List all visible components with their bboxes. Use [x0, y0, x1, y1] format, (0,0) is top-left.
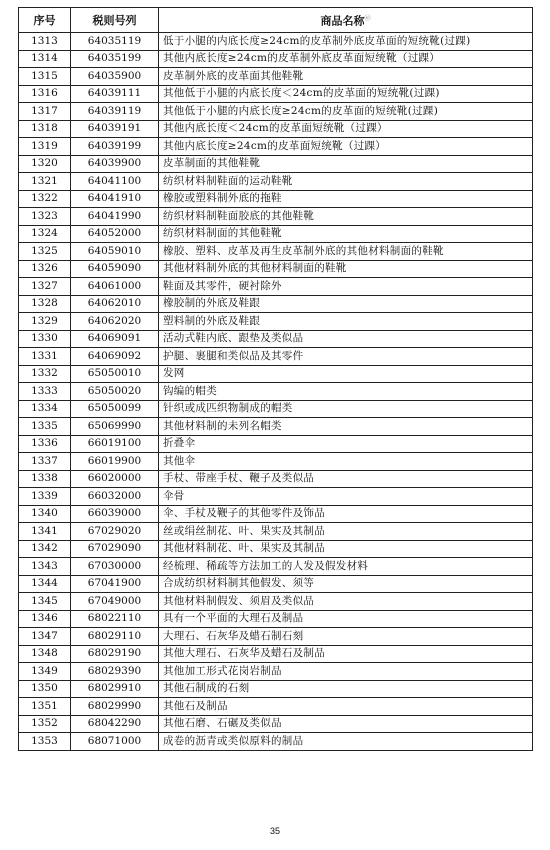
row-tariff-code: 68029910: [71, 680, 159, 698]
table-row: [19, 470, 533, 488]
row-seq: 1331: [19, 348, 71, 366]
row-product-name: 其他内底长度＜24cm的皮革面短统靴（过踝）: [159, 120, 533, 138]
table-row: [19, 85, 533, 103]
row-product-name: 护腿、裹腿和类似品及其零件: [159, 348, 533, 366]
row-product-name: 纺织材料制鞋面的运动鞋靴: [159, 173, 533, 191]
table-row: [19, 173, 533, 191]
row-seq: 1344: [19, 575, 71, 593]
row-tariff-code: 64039199: [71, 138, 159, 156]
row-seq: 1350: [19, 680, 71, 698]
row-product-name: 纺织材料制鞋面胶底的其他鞋靴: [159, 208, 533, 226]
row-seq: 1338: [19, 470, 71, 488]
row-tariff-code: 68042290: [71, 715, 159, 733]
row-seq: 1313: [19, 33, 71, 51]
row-tariff-code: 64059090: [71, 260, 159, 278]
table-row: [19, 208, 533, 226]
row-seq: 1343: [19, 558, 71, 576]
table-row: [19, 295, 533, 313]
row-product-name: 橡胶或塑料制外底的拖鞋: [159, 190, 533, 208]
row-product-name: 其他伞: [159, 453, 533, 471]
row-tariff-code: 68022110: [71, 610, 159, 628]
row-product-name: 发网: [159, 365, 533, 383]
row-tariff-code: 64035199: [71, 50, 159, 68]
row-product-name: 成卷的沥青或类似原料的制品: [159, 733, 533, 751]
row-seq: 1335: [19, 418, 71, 436]
row-seq: 1349: [19, 663, 71, 681]
row-tariff-code: 64041910: [71, 190, 159, 208]
row-product-name: 塑料制的外底及鞋跟: [159, 313, 533, 331]
row-seq: 1351: [19, 698, 71, 716]
row-product-name: 橡胶制的外底及鞋跟: [159, 295, 533, 313]
table-row: [19, 540, 533, 558]
table-row: [19, 365, 533, 383]
table-row: [19, 733, 533, 751]
row-tariff-code: 67049000: [71, 593, 159, 611]
row-seq: 1345: [19, 593, 71, 611]
row-tariff-code: 65050099: [71, 400, 159, 418]
row-product-name: 针织或成匹织物制成的帽类: [159, 400, 533, 418]
header-row: [19, 8, 533, 33]
row-product-name: 合成纺织材料制其他假发、须等: [159, 575, 533, 593]
row-seq: 1316: [19, 85, 71, 103]
row-seq: 1340: [19, 505, 71, 523]
row-product-name: 具有一个平面的大理石及制品: [159, 610, 533, 628]
table-row: [19, 558, 533, 576]
table-row: [19, 103, 533, 121]
row-tariff-code: 64035900: [71, 68, 159, 86]
row-tariff-code: 65069990: [71, 418, 159, 436]
row-product-name: 其他石制成的石刻: [159, 680, 533, 698]
table-row: [19, 155, 533, 173]
table-row: [19, 435, 533, 453]
header-product-name: [159, 8, 533, 33]
table-row: [19, 243, 533, 261]
row-seq: 1328: [19, 295, 71, 313]
row-tariff-code: 64041100: [71, 173, 159, 191]
table-row: [19, 50, 533, 68]
row-seq: 1337: [19, 453, 71, 471]
table-row: [19, 610, 533, 628]
header-seq: 序号: [19, 8, 71, 33]
tariff-document: [18, 7, 532, 751]
row-tariff-code: 64062010: [71, 295, 159, 313]
header-tariff-code: 税则号列: [71, 8, 159, 33]
row-seq: 1325: [19, 243, 71, 261]
row-seq: 1327: [19, 278, 71, 296]
table-row: [19, 260, 533, 278]
table-row: [19, 313, 533, 331]
row-product-name: 其他内底长度≥24cm的皮革面短统靴（过踝）: [159, 138, 533, 156]
row-tariff-code: 66032000: [71, 488, 159, 506]
row-product-name: 伞骨: [159, 488, 533, 506]
row-product-name: 其他低于小腿的内底长度≥24cm的皮革面的短统靴(过踝): [159, 103, 533, 121]
row-product-name: 低于小腿的内底长度≥24cm的皮革制外底皮革面的短统靴(过踝): [159, 33, 533, 51]
row-seq: 1319: [19, 138, 71, 156]
row-tariff-code: 68029990: [71, 698, 159, 716]
row-seq: 1322: [19, 190, 71, 208]
row-tariff-code: 64069092: [71, 348, 159, 366]
row-tariff-code: 64039191: [71, 120, 159, 138]
row-seq: 1318: [19, 120, 71, 138]
row-seq: 1346: [19, 610, 71, 628]
table-row: [19, 400, 533, 418]
row-product-name: 伞、手杖及鞭子的其他零件及饰品: [159, 505, 533, 523]
row-tariff-code: 64039111: [71, 85, 159, 103]
row-product-name: 其他材料制假发、须眉及类似品: [159, 593, 533, 611]
table-row: [19, 68, 533, 86]
row-seq: 1320: [19, 155, 71, 173]
row-tariff-code: 64059010: [71, 243, 159, 261]
header-product-name-label: 商品名称: [320, 14, 365, 28]
table-row: [19, 663, 533, 681]
row-seq: 1336: [19, 435, 71, 453]
table-row: [19, 33, 533, 51]
table-row: [19, 138, 533, 156]
row-tariff-code: 67030000: [71, 558, 159, 576]
row-tariff-code: 67041900: [71, 575, 159, 593]
row-product-name: 皮革制外底的皮革面其他鞋靴: [159, 68, 533, 86]
tariff-table: [18, 7, 533, 751]
row-tariff-code: 65050020: [71, 383, 159, 401]
row-tariff-code: 65050010: [71, 365, 159, 383]
row-product-name: 其他加工形式花岗岩制品: [159, 663, 533, 681]
row-seq: 1353: [19, 733, 71, 751]
row-product-name: 其他材料制花、叶、果实及其制品: [159, 540, 533, 558]
row-tariff-code: 64052000: [71, 225, 159, 243]
row-product-name: 其他低于小腿的内底长度＜24cm的皮革面的短统靴(过踝): [159, 85, 533, 103]
row-seq: 1323: [19, 208, 71, 226]
table-row: [19, 645, 533, 663]
row-seq: 1334: [19, 400, 71, 418]
table-row: [19, 593, 533, 611]
row-seq: 1324: [19, 225, 71, 243]
row-seq: 1321: [19, 173, 71, 191]
row-seq: 1317: [19, 103, 71, 121]
row-product-name: 其他材料制的未列名帽类: [159, 418, 533, 436]
row-product-name: 折叠伞: [159, 435, 533, 453]
page-number: 35: [269, 826, 280, 836]
table-row: [19, 680, 533, 698]
row-tariff-code: 68029190: [71, 645, 159, 663]
row-tariff-code: 66019100: [71, 435, 159, 453]
row-tariff-code: 66020000: [71, 470, 159, 488]
row-seq: 1330: [19, 330, 71, 348]
row-tariff-code: 68029390: [71, 663, 159, 681]
table-row: [19, 575, 533, 593]
row-seq: 1347: [19, 628, 71, 646]
table-row: [19, 628, 533, 646]
table-row: [19, 348, 533, 366]
row-seq: 1315: [19, 68, 71, 86]
row-tariff-code: 64062020: [71, 313, 159, 331]
row-product-name: 其他大理石、石灰华及蜡石及制品: [159, 645, 533, 663]
row-seq: 1341: [19, 523, 71, 541]
table-row: [19, 505, 533, 523]
table-header: [19, 8, 533, 33]
row-product-name: 其他石磨、石碾及类似品: [159, 715, 533, 733]
table-row: [19, 383, 533, 401]
row-seq: 1326: [19, 260, 71, 278]
table-row: [19, 715, 533, 733]
row-seq: 1333: [19, 383, 71, 401]
header-footnote-mark: ⓔ: [364, 15, 371, 23]
row-product-name: 其他石及制品: [159, 698, 533, 716]
row-seq: 1348: [19, 645, 71, 663]
row-product-name: 手杖、带座手杖、鞭子及类似品: [159, 470, 533, 488]
row-product-name: 钩编的帽类: [159, 383, 533, 401]
row-seq: 1314: [19, 50, 71, 68]
row-tariff-code: 66039000: [71, 505, 159, 523]
table-row: [19, 698, 533, 716]
table-row: [19, 278, 533, 296]
row-tariff-code: 64069091: [71, 330, 159, 348]
row-tariff-code: 66019900: [71, 453, 159, 471]
row-product-name: 活动式鞋内底、跟垫及类似品: [159, 330, 533, 348]
row-tariff-code: 64039119: [71, 103, 159, 121]
table-row: [19, 190, 533, 208]
row-tariff-code: 68029110: [71, 628, 159, 646]
row-seq: 1339: [19, 488, 71, 506]
table-row: [19, 488, 533, 506]
row-seq: 1342: [19, 540, 71, 558]
table-row: [19, 330, 533, 348]
row-tariff-code: 67029020: [71, 523, 159, 541]
table-row: [19, 225, 533, 243]
row-product-name: 其他内底长度≥24cm的皮革制外底皮革面短统靴（过踝）: [159, 50, 533, 68]
row-tariff-code: 67029090: [71, 540, 159, 558]
row-product-name: 鞋面及其零件，硬衬除外: [159, 278, 533, 296]
row-product-name: 其他材料制外底的其他材料制面的鞋靴: [159, 260, 533, 278]
table-row: [19, 453, 533, 471]
row-tariff-code: 64061000: [71, 278, 159, 296]
row-product-name: 经梳理、稀疏等方法加工的人发及假发材料: [159, 558, 533, 576]
row-seq: 1352: [19, 715, 71, 733]
row-tariff-code: 68071000: [71, 733, 159, 751]
row-product-name: 大理石、石灰华及蜡石制石刻: [159, 628, 533, 646]
row-tariff-code: 64041990: [71, 208, 159, 226]
table-row: [19, 418, 533, 436]
row-product-name: 丝或绢丝制花、叶、果实及其制品: [159, 523, 533, 541]
row-tariff-code: 64035119: [71, 33, 159, 51]
table-row: [19, 523, 533, 541]
table-row: [19, 120, 533, 138]
row-product-name: 橡胶、塑料、皮革及再生皮革制外底的其他材料制面的鞋靴: [159, 243, 533, 261]
row-seq: 1332: [19, 365, 71, 383]
row-tariff-code: 64039900: [71, 155, 159, 173]
row-product-name: 纺织材料制面的其他鞋靴: [159, 225, 533, 243]
table-body: [19, 33, 533, 751]
row-product-name: 皮革制面的其他鞋靴: [159, 155, 533, 173]
row-seq: 1329: [19, 313, 71, 331]
